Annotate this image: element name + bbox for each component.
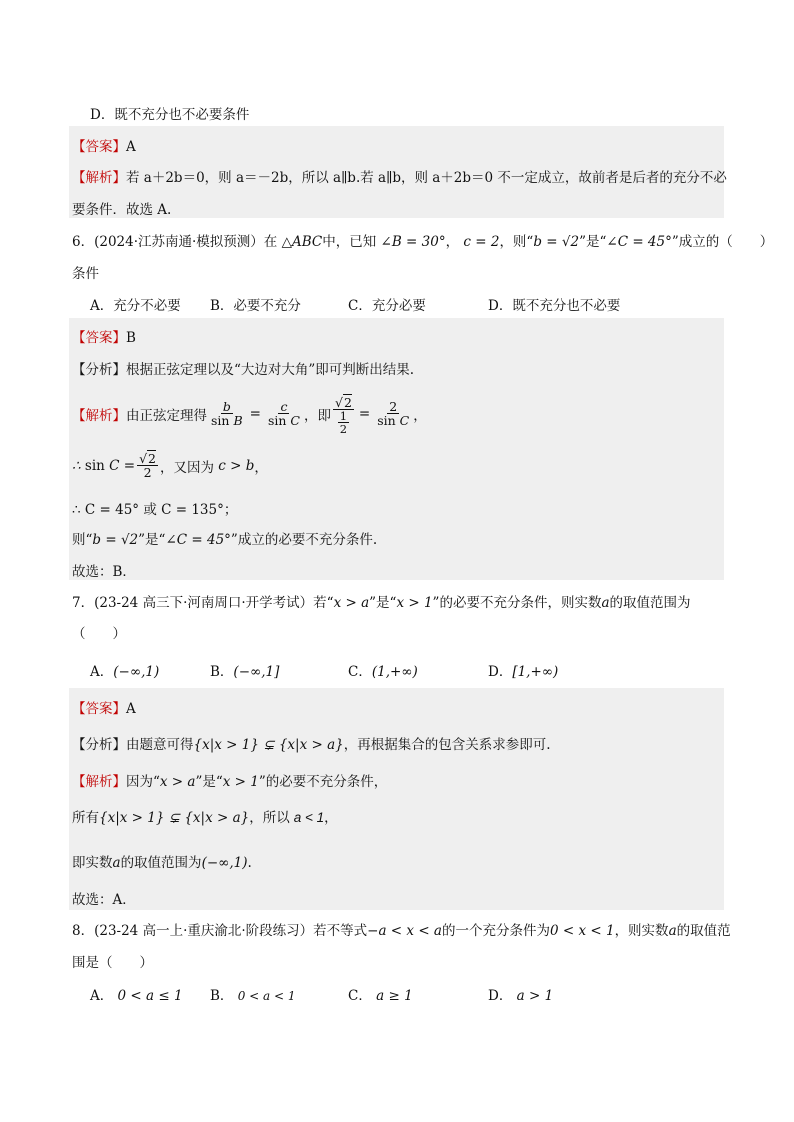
q7-analysis-line1 bbox=[72, 770, 387, 790]
q7-answer-box bbox=[69, 688, 724, 910]
option-label: B． bbox=[210, 664, 234, 680]
q6-step3: ∴ C = 45° 或 C = 135°； bbox=[72, 502, 238, 518]
option-value: a ≥ 1 bbox=[376, 988, 413, 1004]
q6-analysis-line1: 【解析】 由正弦定理得 $\frac{b}{\text{sin B}}$ = $\frac{c}{\text{sin C}}$ ，即 $\frac{√2}{\frac{1}{2}}$ = $\frac{2}{\text{sin C}}$ ， bbox=[72, 395, 427, 437]
fenxi-tag: 【分析】 bbox=[72, 362, 126, 378]
analysis-text: 则“ bbox=[72, 532, 93, 548]
q8-condition: 0 < x < 1 bbox=[549, 923, 615, 939]
analysis-text: ，所以 bbox=[249, 810, 290, 826]
q6-text: ，则“ bbox=[499, 234, 534, 250]
option-label: A． bbox=[90, 988, 114, 1004]
q8-text: 的一个充分条件为 bbox=[441, 923, 550, 939]
q7-option-b[interactable] bbox=[210, 660, 279, 680]
q6-triangle: △ABC bbox=[281, 234, 323, 250]
analysis-text: ，又因为 bbox=[160, 459, 214, 476]
q5-answer bbox=[72, 135, 136, 155]
q7-option-c[interactable] bbox=[348, 660, 418, 680]
fenxi-text: ，再根据集合的包含关系求参即可. bbox=[343, 737, 551, 753]
answer-value: A bbox=[126, 701, 136, 717]
q7-set-relation: {x|x > 1} ⊊ {x|x > a} bbox=[193, 737, 344, 753]
analysis-text: 即实数 bbox=[72, 855, 113, 871]
q7-set-relation: {x|x > 1} ⊊ {x|x > a} bbox=[99, 810, 250, 826]
option-label: D． bbox=[488, 988, 513, 1004]
option-label: A． bbox=[90, 664, 114, 680]
q8-stem-line2: 围是（ ） bbox=[72, 955, 153, 971]
q8-text: 的取值范 bbox=[676, 923, 731, 939]
q6-source: 6．(2024·江苏南通·模拟预测）在 bbox=[72, 234, 278, 250]
analysis-text: 因为“ bbox=[126, 774, 160, 790]
answer-tag: 【答案】 bbox=[72, 330, 126, 346]
q7-answer bbox=[72, 697, 136, 717]
analysis-tag: 【解析】 bbox=[72, 170, 126, 186]
q8-inequality: −a < x < a bbox=[367, 923, 442, 939]
q7-stem bbox=[72, 591, 691, 611]
answer-value: B bbox=[126, 330, 136, 346]
q6-stem: 6．(2024·江苏南通·模拟预测）在 △ABC中，已知 ∠B = 30°， c = 2，则“b = √2”是“∠C = 45°”成立的（ ） bbox=[72, 234, 774, 250]
analysis-text: 由正弦定理得 bbox=[126, 407, 207, 424]
q7-option-d[interactable] bbox=[488, 660, 558, 680]
q8-stem bbox=[72, 919, 731, 939]
answer-tag: 【答案】 bbox=[72, 701, 126, 717]
q7-a-lt-1: a < 1 bbox=[293, 810, 325, 825]
formula-2-over-sinC: $\frac{2}{\text{sin C}}$ bbox=[377, 399, 410, 429]
q8-option-c[interactable] bbox=[348, 984, 413, 1004]
analysis-text: . bbox=[247, 855, 252, 871]
q8-text: ，则实数 bbox=[614, 923, 669, 939]
q8-a: a bbox=[668, 923, 677, 939]
analysis-text: ”的必要不充分条件， bbox=[258, 774, 388, 790]
q7-x-gt-1: x > 1 bbox=[396, 595, 433, 611]
formula-sqrt2-over-2: $\frac{√2}{2}$ bbox=[139, 451, 156, 481]
q8-source: 8．(23-24 高一上·重庆渝北·阶段练习）若不等式 bbox=[72, 923, 368, 939]
q7-stem-line2: （ ） bbox=[72, 626, 126, 642]
q6-step2: ∴ sin C = $\frac{√2}{2}$ ，又因为 c > b ， bbox=[72, 451, 268, 481]
q5-analysis-line2: 要条件．故选 A. bbox=[72, 202, 172, 218]
q6-fenxi bbox=[72, 358, 414, 378]
q6-answer bbox=[72, 326, 136, 346]
q6-text: ”是“ bbox=[579, 234, 607, 250]
q6-step4 bbox=[72, 528, 377, 548]
analysis-tag: 【解析】 bbox=[72, 774, 126, 790]
fenxi-text: 根据正弦定理以及“大边对大角”即可判断出结果. bbox=[126, 362, 415, 378]
answer-value: A bbox=[126, 139, 136, 155]
analysis-text: 的取值范围为 bbox=[120, 855, 202, 871]
q7-a: a bbox=[601, 595, 610, 611]
option-label: B． bbox=[210, 988, 234, 1004]
analysis-text: ”是“ bbox=[195, 774, 223, 790]
q6-c-value: c = 2 bbox=[463, 234, 500, 250]
q7-text: ”是“ bbox=[369, 595, 397, 611]
q5-option-d: D．既不充分也不必要条件 bbox=[90, 107, 250, 123]
option-value: [1,+∞) bbox=[512, 664, 559, 680]
analysis-text: ， bbox=[324, 810, 338, 826]
q7-analysis-line2 bbox=[72, 806, 338, 826]
q8-option-d[interactable] bbox=[488, 984, 553, 1004]
q7-source: 7．(23-24 高三下·河南周口·开学考试）若“ bbox=[72, 595, 334, 611]
q7-range: (−∞,1) bbox=[201, 855, 248, 871]
q6-conclusion: 故选：B． bbox=[72, 564, 136, 580]
formula-c-over-sinC: $\frac{c}{\text{sin C}}$ bbox=[267, 399, 300, 429]
q6-angle-c: ∠C = 45° bbox=[606, 234, 672, 250]
analysis-text: ，即 bbox=[303, 407, 331, 424]
formula-sqrt2-over-half: $\frac{√2}{\frac{1}{2}}$ bbox=[334, 395, 352, 437]
option-value: (−∞,1) bbox=[113, 664, 160, 680]
q7-text: 的取值范围为 bbox=[609, 595, 691, 611]
q7-text: ”的必要不充分条件，则实数 bbox=[432, 595, 602, 611]
q6-b-value: b = √2 bbox=[533, 234, 580, 250]
option-value: (−∞,1] bbox=[233, 664, 280, 680]
q7-a: a bbox=[112, 855, 121, 871]
analysis-text: 若 a＋2b＝0，则 a＝－2b，所以 a∥b.若 a∥b，则 a＋2b＝0 不一定成立，故前者是后者的充分不必 bbox=[126, 170, 727, 186]
analysis-text: ”是“ bbox=[138, 532, 166, 548]
q6-c-gt-b: c > b bbox=[214, 457, 255, 474]
q5-analysis-line1 bbox=[72, 166, 727, 186]
q7-x-gt-1: x > 1 bbox=[222, 774, 259, 790]
q8-option-b[interactable] bbox=[210, 984, 296, 1004]
option-label: D． bbox=[488, 664, 513, 680]
option-value: (1,+∞) bbox=[371, 664, 418, 680]
q7-analysis-line3 bbox=[72, 851, 252, 871]
q7-conclusion: 故选：A． bbox=[72, 892, 136, 908]
analysis-text: 所有 bbox=[72, 810, 99, 826]
q7-x-gt-a: x > a bbox=[333, 595, 370, 611]
q6-option-d[interactable]: D．既不充分也不必要 bbox=[488, 298, 621, 314]
q6-stem-line2: 条件 bbox=[72, 266, 99, 282]
option-value: 0 < a < 1 bbox=[237, 989, 296, 1003]
q6-angle-b: ∠B = 30° bbox=[380, 234, 446, 250]
q6-angle-c: ∠C = 45° bbox=[165, 532, 231, 548]
q7-x-gt-a: x > a bbox=[159, 774, 196, 790]
option-label: C． bbox=[348, 988, 372, 1004]
fenxi-tag: 【分析】 bbox=[72, 737, 126, 753]
q8-option-a[interactable] bbox=[90, 984, 183, 1004]
option-value: 0 < a ≤ 1 bbox=[117, 988, 183, 1004]
q7-fenxi bbox=[72, 733, 551, 753]
q6-option-a[interactable]: A．充分不必要 bbox=[90, 298, 181, 314]
fenxi-text: 由题意可得 bbox=[126, 737, 194, 753]
analysis-text: ”成立的必要不充分条件. bbox=[230, 532, 378, 548]
option-label: C． bbox=[348, 664, 372, 680]
q6-text: 中，已知 bbox=[322, 234, 377, 250]
option-value: a > 1 bbox=[516, 988, 554, 1004]
analysis-tag: 【解析】 bbox=[72, 407, 126, 424]
q6-step2-math: ∴ sin C = bbox=[72, 457, 136, 474]
formula-b-over-sinB: $\frac{b}{\text{sin B}}$ bbox=[211, 399, 243, 429]
answer-tag: 【答案】 bbox=[72, 139, 126, 155]
q6-text: ”成立的（ ） bbox=[671, 234, 774, 250]
q6-option-b[interactable]: B．必要不充分 bbox=[210, 298, 301, 314]
q6-b-value: b = √2 bbox=[92, 532, 139, 548]
q6-option-c[interactable]: C．充分必要 bbox=[348, 298, 426, 314]
q7-option-a[interactable] bbox=[90, 660, 159, 680]
